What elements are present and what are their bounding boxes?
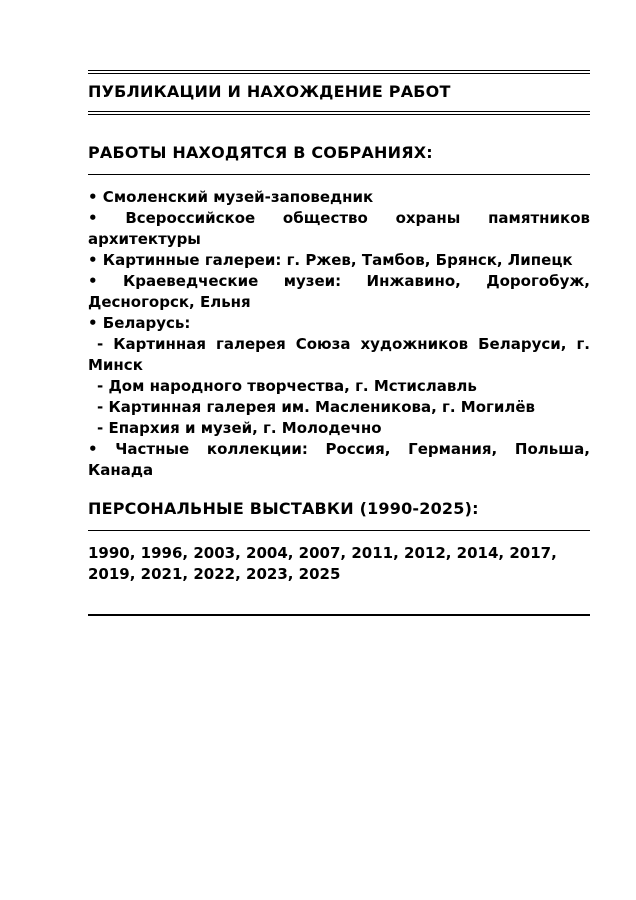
collections-list-line: - Картинная галерея Союза художников Беларуси, г. [97,335,590,353]
collections-list-line: • Смоленский музей-заповедник [88,188,374,206]
section-exhibitions [88,500,590,585]
title-block [88,70,590,115]
collections-list-line: • Краеведческие музеи: Инжавино, Дорогобуж, [88,272,590,290]
page-title: ПУБЛИКАЦИИ И НАХОЖДЕНИЕ РАБОТ [88,82,451,101]
collections-list-line: • Частные коллекции: Россия, Германия, Польша, [88,440,590,458]
collections-heading: РАБОТЫ НАХОДЯТСЯ В СОБРАНИЯХ: [88,144,590,175]
exhibition-years-line: 1990, 1996, 2003, 2004, 2007, 2011, 2012, 2014, 2017, [88,544,557,562]
exhibitions-heading: ПЕРСОНАЛЬНЫЕ ВЫСТАВКИ (1990-2025): [88,500,590,531]
collections-list-line: - Картинная галерея им. Масленикова, г. Могилёв [97,398,536,416]
collections-list-line: Минск [88,356,143,374]
collections-list-line: • Беларусь: [88,314,191,332]
collections-list-line: • Картинные галереи: г. Ржев, Тамбов, Брянск, Липецк [88,251,573,269]
exhibition-years-list [88,543,590,585]
collections-list [88,187,590,481]
section-collections [88,144,590,481]
collections-list-line: - Дом народного творчества, г. Мстиславль [97,377,477,395]
exhibition-years-line: 2019, 2021, 2022, 2023, 2025 [88,565,341,583]
collections-list-line: архитектуры [88,230,201,248]
collections-list-line: • Всероссийское общество охраны памятников [88,209,590,227]
collections-list-line: Канада [88,461,154,479]
bottom-rule [88,614,590,616]
collections-list-line: - Епархия и музей, г. Молодечно [97,419,382,437]
collections-list-line: Десногорск, Ельня [88,293,251,311]
